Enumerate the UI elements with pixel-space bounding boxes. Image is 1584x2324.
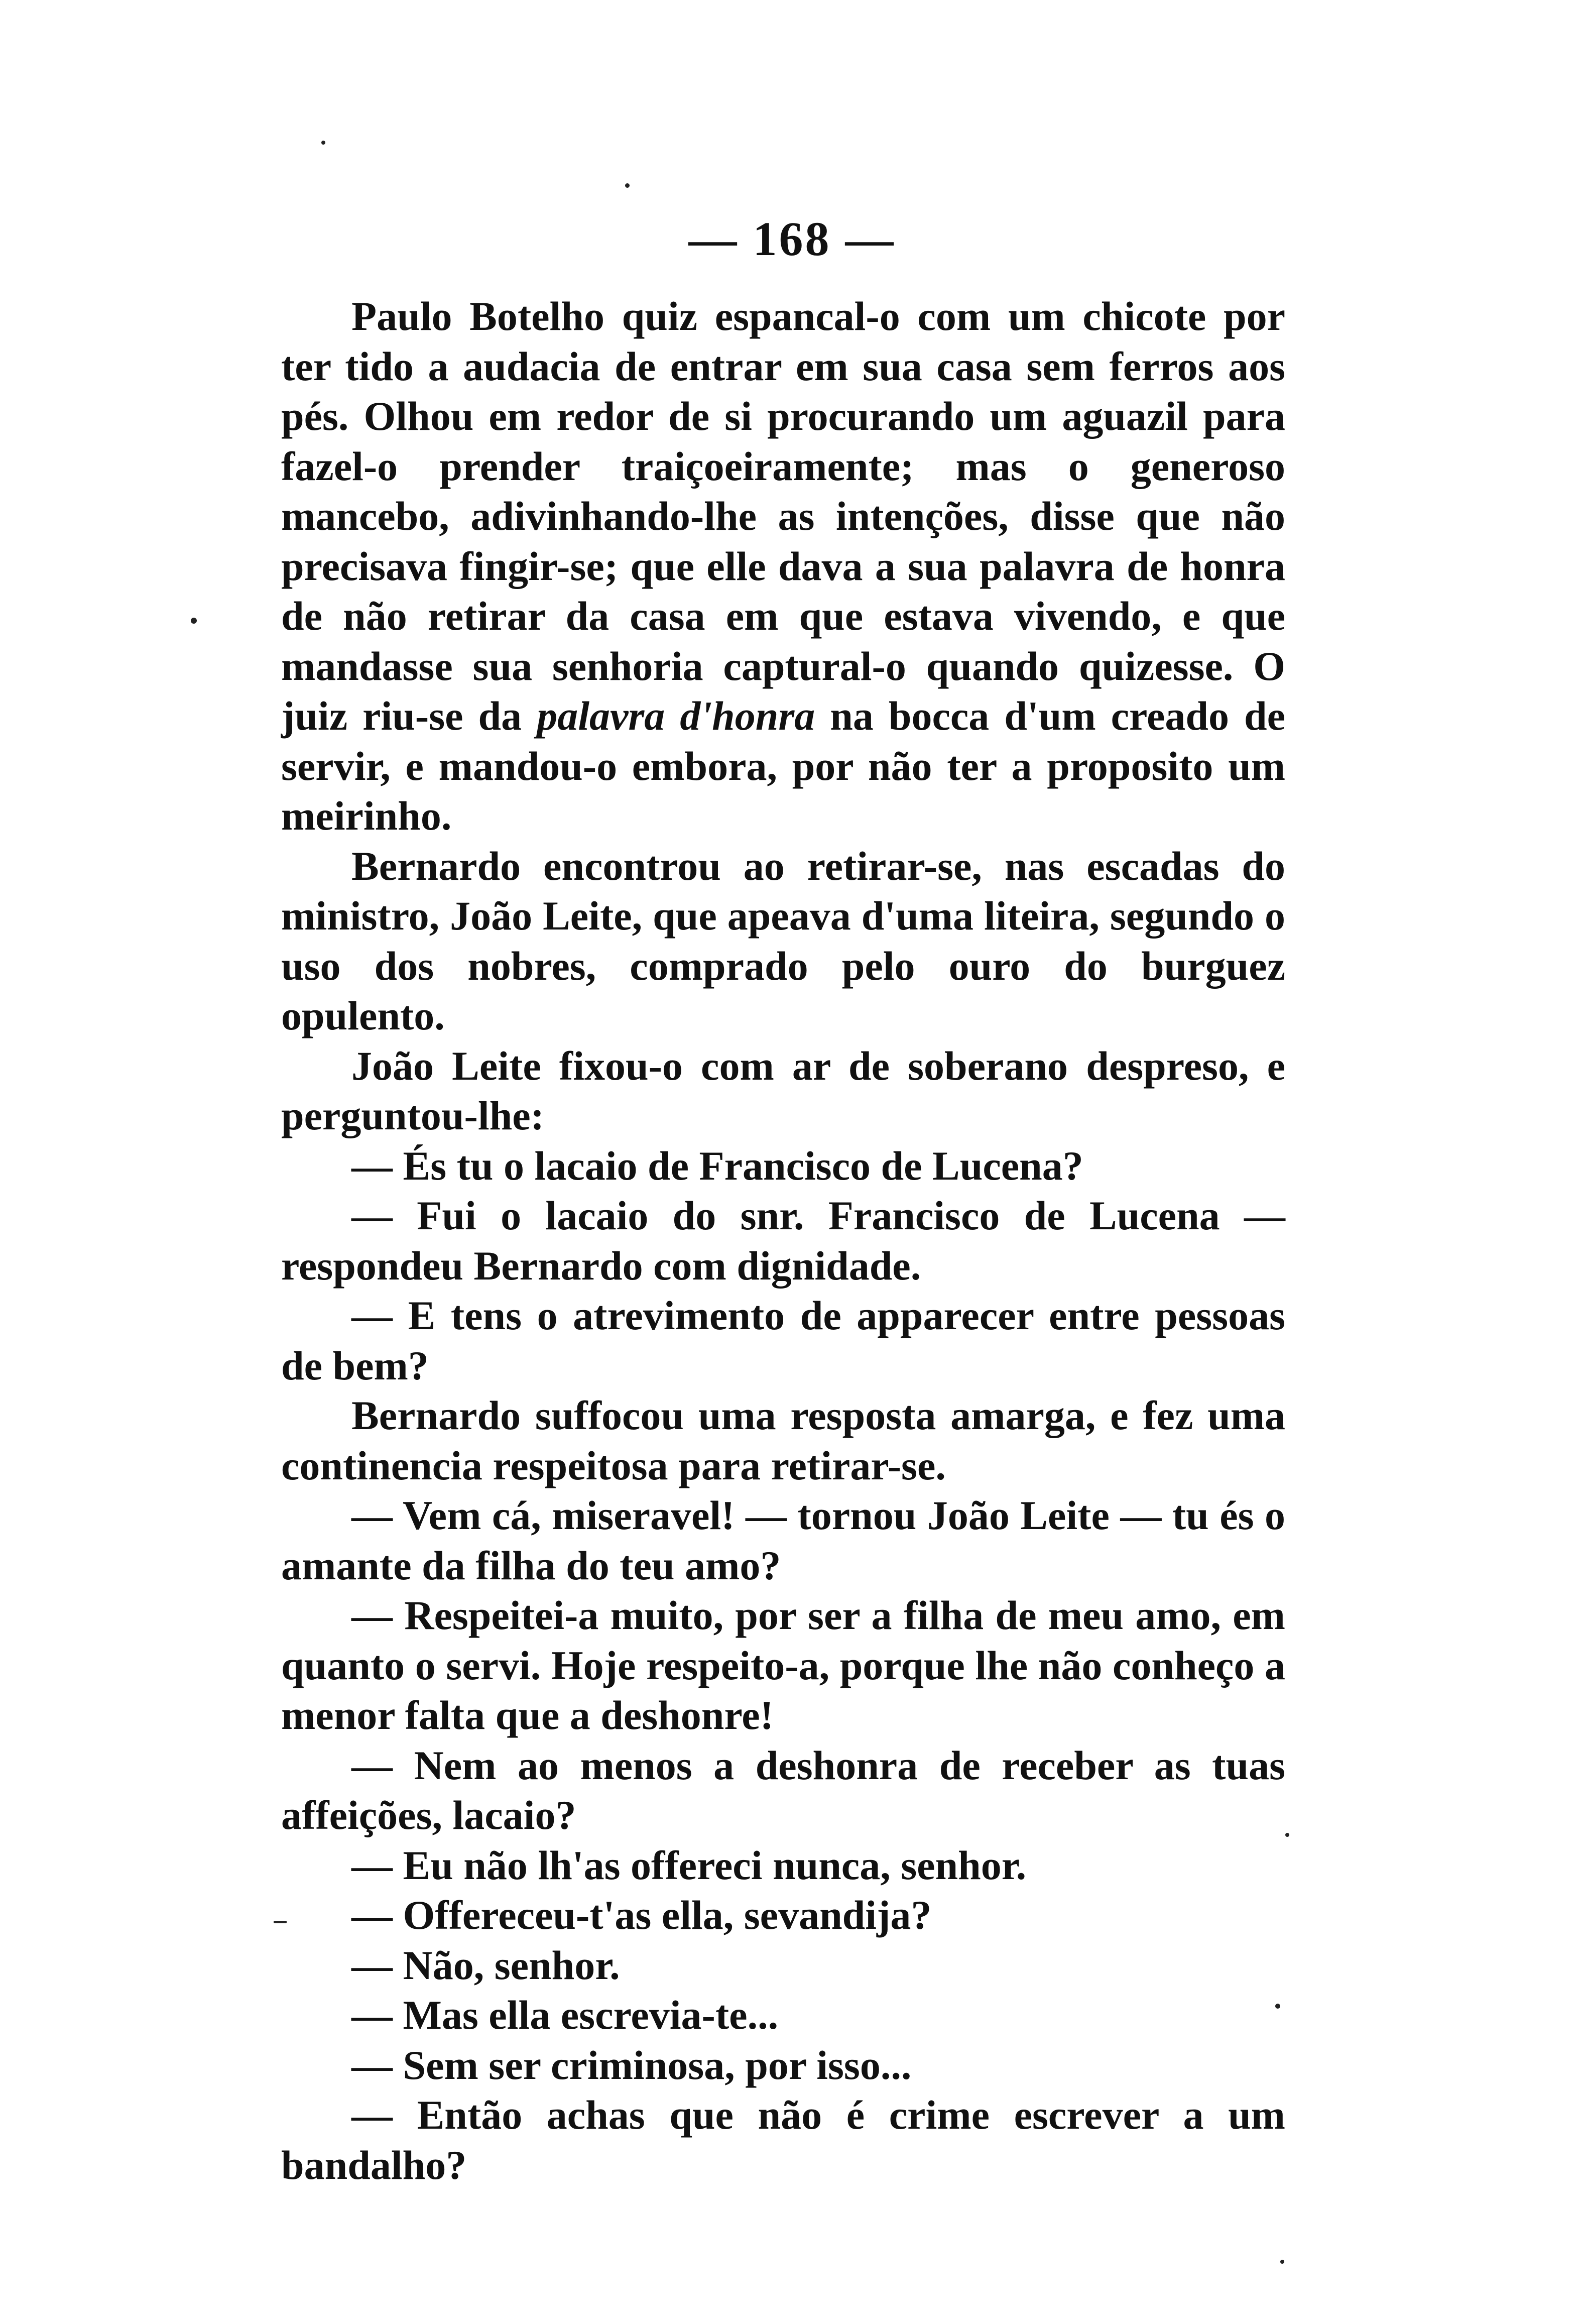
dialogue-line: — Eu não lh'as offereci nunca, senhor. [351,1842,1027,1888]
paragraph: Bernardo suffocou uma resposta amarga, e fez uma continencia respeitosa para retirar-se. [281,1392,1285,1488]
scan-speck [1275,2004,1280,2009]
dialogue-line: — Sem ser criminosa, por isso... [351,2042,912,2088]
paragraph [281,291,1285,841]
dialogue-line: — Fui o lacaio do snr. Francisco de Lucena — respondeu Bernardo com dignidade. [281,1193,1285,1289]
italic-phrase: palavra d'honra [537,693,815,739]
dialogue-line: — Offereceu-t'as ella, sevandija? [351,1892,932,1938]
scan-speck [274,1921,287,1923]
page-number: — 168 — [688,212,896,266]
paragraph-text: Paulo Botelho quiz espancal-o com um chicote por ter tido a audacia de entrar em sua casa sem ferros aos pés. Olhou em redor de si procurando um aguazil para fazel-o prender traiçoeiramente; mas o generoso mancebo, adivinhando-lhe as intenções, disse que não precisava fingir-se; que elle dava a sua palavra de honra de não retirar da casa em que estava vivendo, e que mandasse sua senhoria captural-o quando quizesse. O juiz riu-se da [281,293,1285,739]
dialogue-line: — Mas ella escrevia-te... [351,1992,779,2038]
dialogue-line: — Vem cá, miseravel! — tornou João Leite — tu és o amante da filha do teu amo? [281,1492,1285,1588]
scan-speck [1280,2260,1284,2264]
paragraph-text: na bocca d'um creado de servir, e mandou-o embora, por não ter a proposito um meirinho. [281,693,1286,839]
paragraph: Bernardo encontrou ao retirar-se, nas escadas do ministro, João Leite, que apeava d'uma liteira, segundo o uso dos nobres, comprado pelo ouro do burguez opulento. [281,843,1285,1038]
paragraph: João Leite fixou-o com ar de soberano despreso, e perguntou-lhe: [281,1042,1285,1138]
scan-speck [1285,1833,1289,1837]
dialogue-line: — És tu o lacaio de Francisco de Lucena? [351,1142,1083,1189]
scan-speck [625,183,630,188]
scan-speck [191,618,197,624]
dialogue-line: — E tens o atrevimento de apparecer entre pessoas de bem? [281,1293,1285,1388]
dialogue-line: — Nem ao menos a deshonra de receber as tuas affeições, lacaio? [281,1742,1285,1838]
body-text [281,291,1285,2190]
dialogue-line: — Então achas que não é crime escrever a um bandalho? [281,2092,1285,2188]
scan-speck [321,141,325,145]
dialogue-line: — Não, senhor. [351,1942,620,1988]
dialogue-line: — Respeitei-a muito, por ser a filha de meu amo, em quanto o servi. Hoje respeito-a, porque lhe não conheço a menor falta que a deshonre! [281,1592,1285,1738]
